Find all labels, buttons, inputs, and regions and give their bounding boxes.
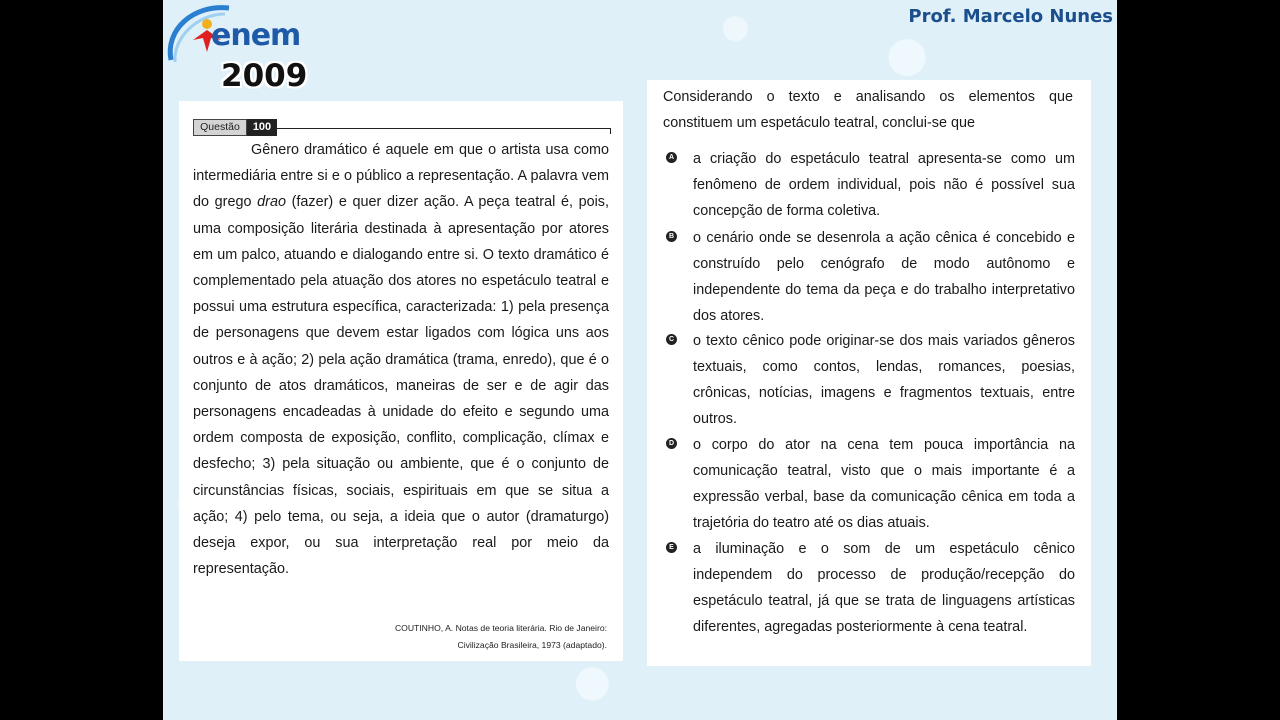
option-c-text: o texto cênico pode originar-se dos mais variados gêneros textuais, como contos, lendas, romances, poesias, crônicas, notícias, imagens e fragmentos textuais, entre outros. — [693, 333, 1075, 427]
question-stem: Considerando o texto e analisando os elementos que constituem um espetáculo teatral, conclui-se que — [663, 89, 1073, 131]
options-panel — [647, 80, 1091, 666]
author-name: Prof. Marcelo Nunes — [908, 6, 1113, 27]
option-d-text: o corpo do ator na cena tem pouca importância na comunicação teatral, visto que o mais importante é a expressão verbal, base da comunicação cênica em toda a trajetória do teatro até os dias atuais. — [693, 437, 1075, 531]
logo-word: enem — [211, 18, 301, 53]
citation: COUTINHO, A. Notas de teoria literária. Rio de Janeiro: Civilização Brasileira, 1973 (adaptado). — [394, 623, 607, 650]
logo-year: 2009 — [221, 58, 308, 94]
option-d[interactable] — [663, 432, 1075, 536]
option-b-text: o cenário onde se desenrola a ação cênica é concebido e construído pelo cenógrafo de modo autônomo e independente do tema da peça e do trabalho interpretativo dos atores. — [693, 230, 1075, 324]
option-a-marker: A — [666, 152, 677, 163]
option-e-text: a iluminação e o som de um espetáculo cênico independem do processo de produção/recepção do espetáculo teatral, já que se trata de linguagens artísticas diferentes, agregadas posteriormente à cena teatral. — [693, 541, 1075, 635]
enem-logo — [163, 0, 333, 100]
option-e-marker: E — [666, 542, 677, 553]
option-b-marker: B — [666, 231, 677, 242]
question-label: Questão — [193, 119, 247, 136]
option-c-marker: C — [666, 334, 677, 345]
option-d-marker: D — [666, 438, 677, 449]
option-b[interactable] — [663, 225, 1075, 329]
passage-text: Gênero dramático é aquele em que o artista usa como intermediária entre si e o público a representação. A palavra vem do grego drao (fazer) e quer dizer ação. A peça teatral é, pois, uma composição literária destinada à apresentação por atores em um palco, atuando e dialogando entre si. O texto dramático é complementado pela atuação dos atores no espetáculo teatral e possui uma estrutura específica, caracterizada: 1) pela presença de personagens que devem estar ligados com lógica uns aos outros e à ação; 2) pela ação dramática (trama, enredo), que é o conjunto de atos dramáticos, maneiras de ser e de agir das personagens encadeadas à unidade do efeito e segundo uma ordem composta de exposição, conflito, complicação, clímax e desfecho; 3) pela situação ou ambiente, que é o conjunto de circunstâncias físicas, sociais, espirituais em que se situa a ação; 4) pelo tema, ou seja, a ideia que o autor (dramaturgo) deseja expor, ou sua interpretação real por meio da representação. — [193, 142, 610, 578]
passage-panel — [179, 101, 623, 661]
question-header — [193, 111, 611, 133]
option-a-text: a criação do espetáculo teatral apresenta-se como um fenômeno de ordem individual, pois não é possível sua concepção de forma coletiva. — [693, 151, 1075, 219]
question-number: 100 — [247, 119, 277, 136]
option-e[interactable] — [663, 536, 1075, 640]
option-a[interactable] — [663, 146, 1075, 224]
slide — [163, 0, 1117, 720]
option-c[interactable] — [663, 328, 1075, 432]
